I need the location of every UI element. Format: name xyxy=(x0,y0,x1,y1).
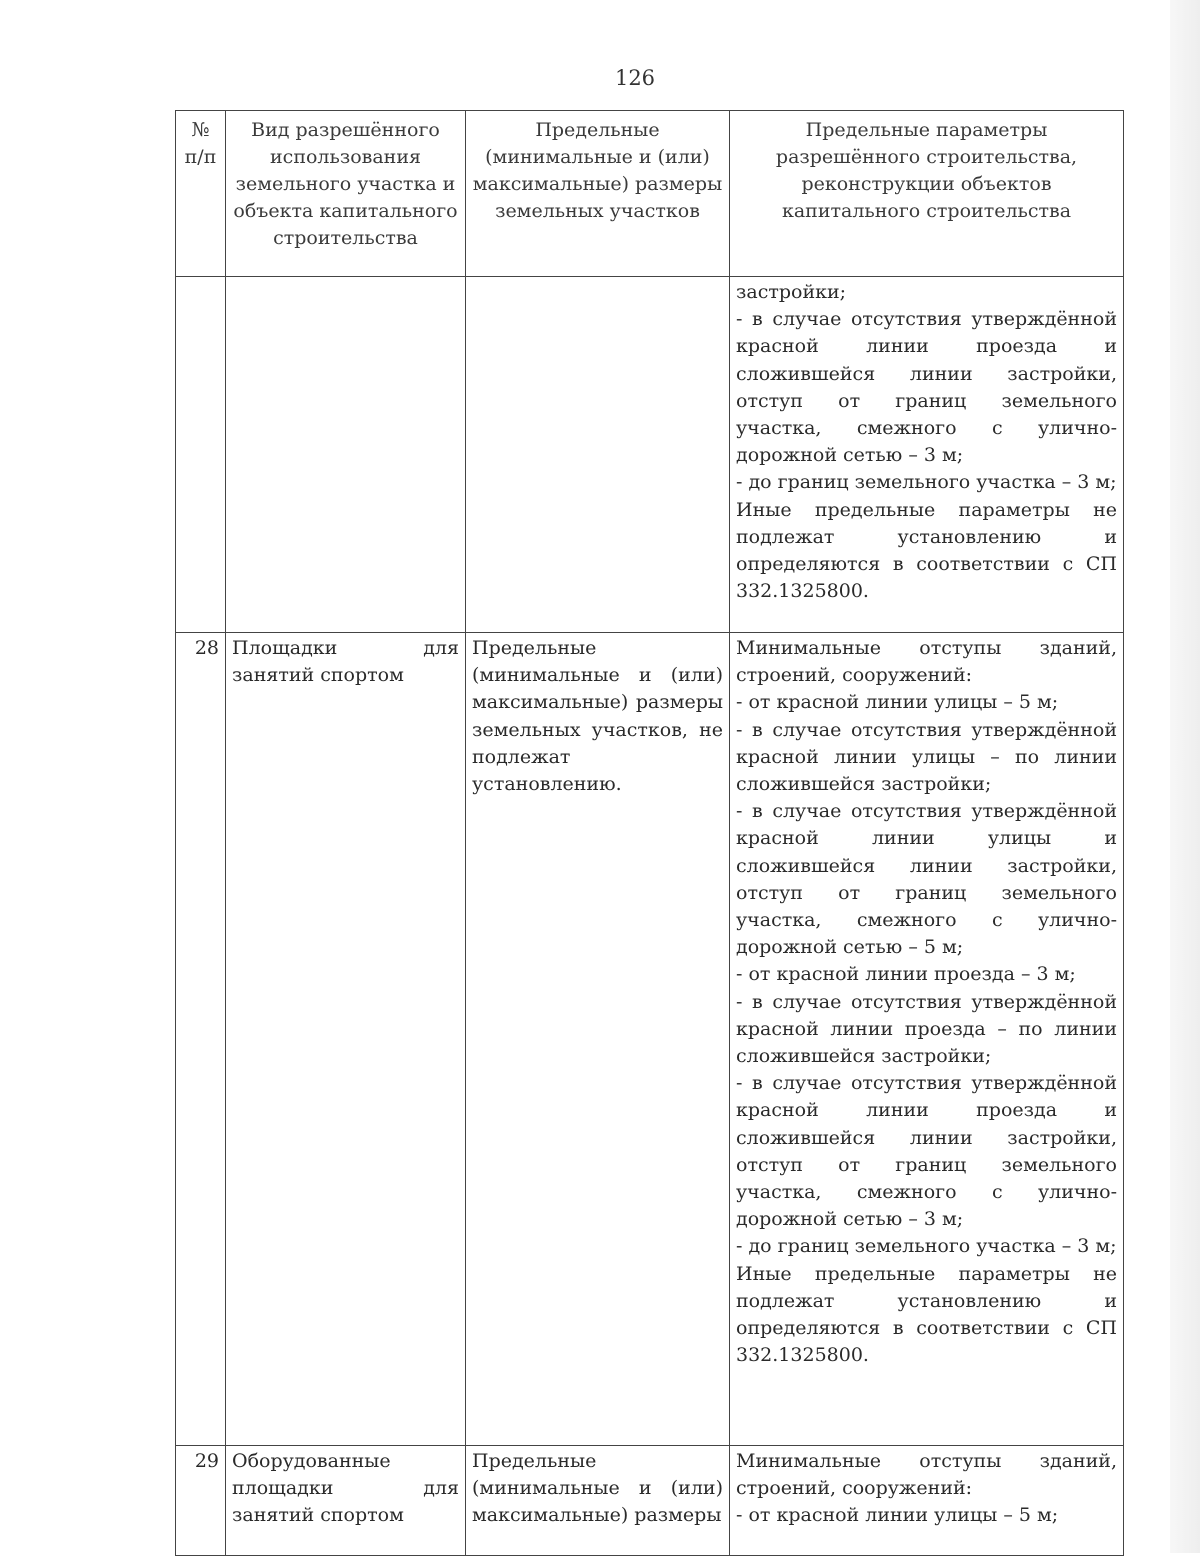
row-use-type: Оборудованные площадки для занятий спортом xyxy=(226,1446,466,1556)
parameter-item: - от красной линии улицы – 5 м; xyxy=(736,691,1059,714)
row-construction-parameters xyxy=(730,1446,1124,1556)
row-plot-sizes: Предельные (минимальные и (или) максимальные) размеры xyxy=(466,1446,730,1556)
row-construction-parameters xyxy=(730,633,1124,1446)
parameter-item: застройки; xyxy=(736,281,847,303)
row-number: 29 xyxy=(176,1446,226,1556)
row-plot-sizes: Предельные (минимальные и (или) максимальные) размеры земельных участков, не подлежат установлению. xyxy=(466,633,730,1446)
parameter-item: - от красной линии улицы – 5 м; xyxy=(736,1504,1059,1527)
table-row-28 xyxy=(176,633,1124,1446)
parameter-item: - в случае отсутствия утверждённой красной линии проезда и сложившейся линии застройки, отступ от границ земельного участка, смежного с улично-дорожной сетью – 3 м; xyxy=(736,1072,1117,1231)
parameter-item: Иные предельные параметры не подлежат установлению и определяются в соответствии с СП 332.1325800. xyxy=(736,1262,1117,1367)
header-construction-parameters: Предельные параметры разрешённого строительства, реконструкции объектов капитального строительства xyxy=(730,111,1124,277)
parameter-item: - до границ земельного участка – 3 м; xyxy=(736,1235,1117,1258)
table-header-row xyxy=(176,111,1124,277)
header-plot-sizes: Предельные (минимальные и (или) максимальные) размеры земельных участков xyxy=(466,111,730,277)
row-plot-sizes xyxy=(466,277,730,633)
table-row-continuation xyxy=(176,277,1124,633)
zoning-parameters-table xyxy=(175,110,1124,1556)
header-use-type: Вид разрешённого использования земельного участка и объекта капитального строительства xyxy=(226,111,466,277)
parameter-item: - в случае отсутствия утверждённой красной линии улицы – по линии сложившейся застройки; xyxy=(736,718,1117,796)
row-construction-parameters xyxy=(730,277,1124,633)
parameter-item: - от красной линии проезда – 3 м; xyxy=(736,963,1076,986)
row-use-type: Площадки для занятий спортом xyxy=(226,633,466,1446)
row-number: 28 xyxy=(176,633,226,1446)
parameter-item: - до границ земельного участка – 3 м; xyxy=(736,471,1117,494)
header-number: № п/п xyxy=(176,111,226,277)
parameter-item: - в случае отсутствия утверждённой красной линии проезда и сложившейся линии застройки, отступ от границ земельного участка, смежного с улично-дорожной сетью – 3 м; xyxy=(736,308,1117,467)
scan-edge xyxy=(1170,0,1200,1553)
parameter-item: Иные предельные параметры не подлежат установлению и определяются в соответствии с СП 332.1325800. xyxy=(736,498,1117,603)
row-use-type xyxy=(226,277,466,633)
parameter-item: - в случае отсутствия утверждённой красной линии проезда – по линии сложившейся застройки; xyxy=(736,990,1117,1068)
parameter-item: Минимальные отступы зданий, строений, сооружений: xyxy=(736,1450,1117,1500)
table-row-29 xyxy=(176,1446,1124,1556)
row-number xyxy=(176,277,226,633)
parameter-item: - в случае отсутствия утверждённой красной линии улицы и сложившейся линии застройки, отступ от границ земельного участка, смежного с улично-дорожной сетью – 5 м; xyxy=(736,800,1117,959)
parameter-item: Минимальные отступы зданий, строений, сооружений: xyxy=(736,637,1117,687)
page-number: 126 xyxy=(614,66,656,90)
